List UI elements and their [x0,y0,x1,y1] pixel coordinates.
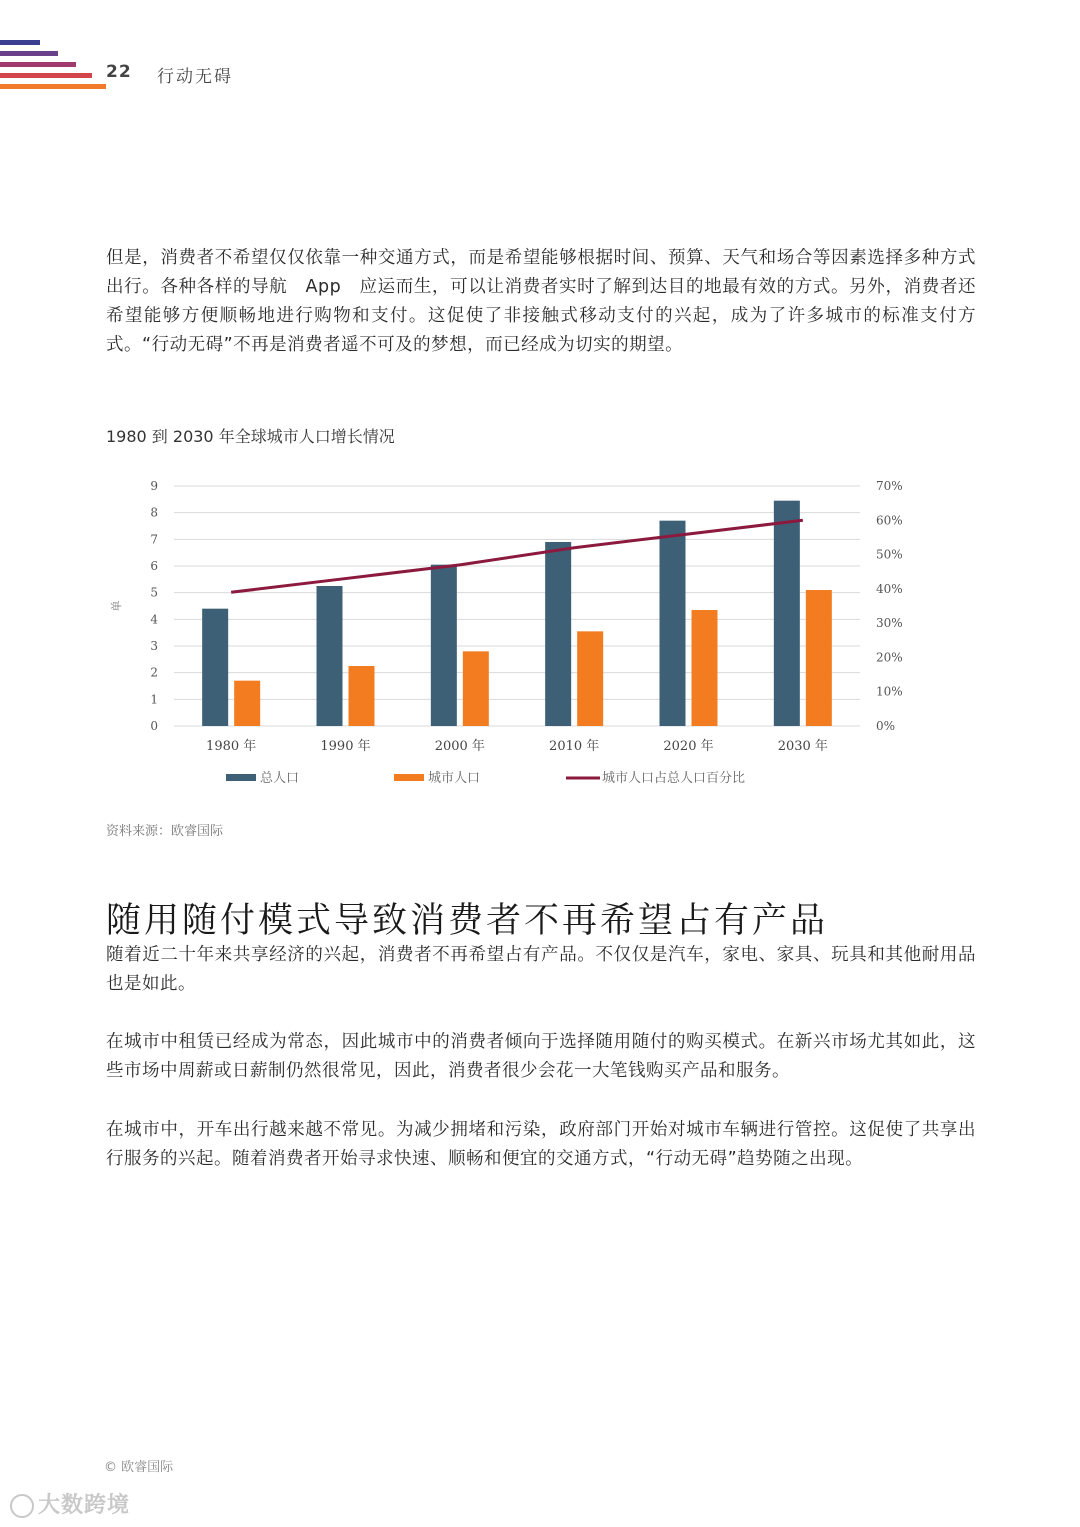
y-axis-label: 单 [110,600,123,612]
page-number: 22 [106,62,132,82]
y2-tick-label: 50% [876,547,903,562]
paragraph-3: 在城市中，开车出行越来越不常见。为减少拥堵和污染，政府部门开始对城市车辆进行管控。这促使了共享出行服务的兴起。随着消费者开始寻求快速、顺畅和便宜的交通方式，“行动无碍”趋势随之出现。 [106,1120,976,1169]
bar-total-population [545,542,571,726]
bar-urban-population [577,631,603,726]
legend-swatch-urban [394,774,424,781]
legend-label-total: 总人口 [260,771,300,786]
y-tick-label: 6 [150,559,158,573]
y-tick-label: 8 [150,505,158,520]
watermark-text: 大数跨境 [38,1493,131,1518]
y2-tick-label: 60% [876,513,903,528]
x-tick-label: 1980 年 [206,739,257,754]
header-stripe [0,40,40,45]
x-tick-label: 1990 年 [320,739,371,754]
footer-copyright: © 欧睿国际 [104,1460,174,1475]
paragraph-2: 在城市中租赁已经成为常态，因此城市中的消费者倾向于选择随用随付的购买模式。在新兴市场尤其如此，这些市场中周薪或日薪制仍然很常见，因此，消费者很少会花一大笔钱购买产品和服务。 [106,1032,976,1081]
watermark-icon [10,1494,34,1518]
x-tick-label: 2030 年 [777,739,828,754]
source-note: 资料来源：欧睿国际 [106,824,224,839]
header-stripes-logo [0,40,106,95]
y-tick-label: 9 [150,479,158,493]
line-urban-percentage [231,520,803,592]
header-stripe [0,62,76,67]
legend-label-percentage: 城市人口占总人口百分比 [602,771,746,786]
y-tick-label: 4 [150,612,158,627]
y2-tick-label: 20% [876,650,903,665]
y2-tick-label: 10% [876,684,903,699]
bar-urban-population [349,666,375,726]
section-heading: 随用随付模式导致消费者不再希望占有产品 [106,901,829,941]
y-tick-label: 0 [150,719,158,733]
y2-tick-label: 30% [876,616,903,631]
y2-tick-label: 70% [876,479,903,493]
watermark [10,1488,130,1519]
bar-urban-population [692,610,718,726]
y2-tick-label: 0% [876,719,896,733]
y-tick-label: 2 [150,665,158,680]
header-stripe [0,84,106,89]
bar-total-population [660,521,686,726]
header-stripe [0,73,92,78]
chart-title: 1980 到 2030 年全球城市人口增长情况 [106,427,395,446]
y2-tick-label: 40% [876,581,903,596]
bar-urban-population [806,590,832,726]
legend-swatch-total [226,774,256,781]
bar-total-population [317,586,343,726]
header-stripe [0,51,58,56]
x-tick-label: 2000 年 [434,739,485,754]
bar-urban-population [463,651,489,726]
population-chart [100,468,940,798]
x-tick-label: 2010 年 [549,739,600,754]
x-tick-label: 2020 年 [663,739,714,754]
header-title: 行动无碍 [157,67,233,87]
bar-total-population [431,565,457,726]
y-tick-label: 3 [150,639,158,653]
y-tick-label: 7 [150,532,158,547]
legend-label-urban: 城市人口 [428,771,481,786]
y-tick-label: 5 [150,585,158,600]
paragraph-1: 随着近二十年来共享经济的兴起，消费者不再希望占有产品。不仅仅是汽车，家电、家具、玩具和其他耐用品也是如此。 [106,945,976,994]
y-tick-label: 1 [150,692,158,707]
bar-urban-population [234,681,260,726]
bar-total-population [774,501,800,726]
intro-paragraph: 但是，消费者不希望仅仅依靠一种交通方式，而是希望能够根据时间、预算、天气和场合等因素选择多种方式出行。各种各样的导航 App 应运而生，可以让消费者实时了解到达目的地最有效的方式。另外，消费者还希望能够方便顺畅地进行购物和支付。这促使了非接触式移动支付的兴起，成为了许多城市的标准支付方式。“行动无碍”不再是消费者遥不可及的梦想，而已经成为切实的期望。 [106,248,976,355]
bar-total-population [202,609,228,726]
